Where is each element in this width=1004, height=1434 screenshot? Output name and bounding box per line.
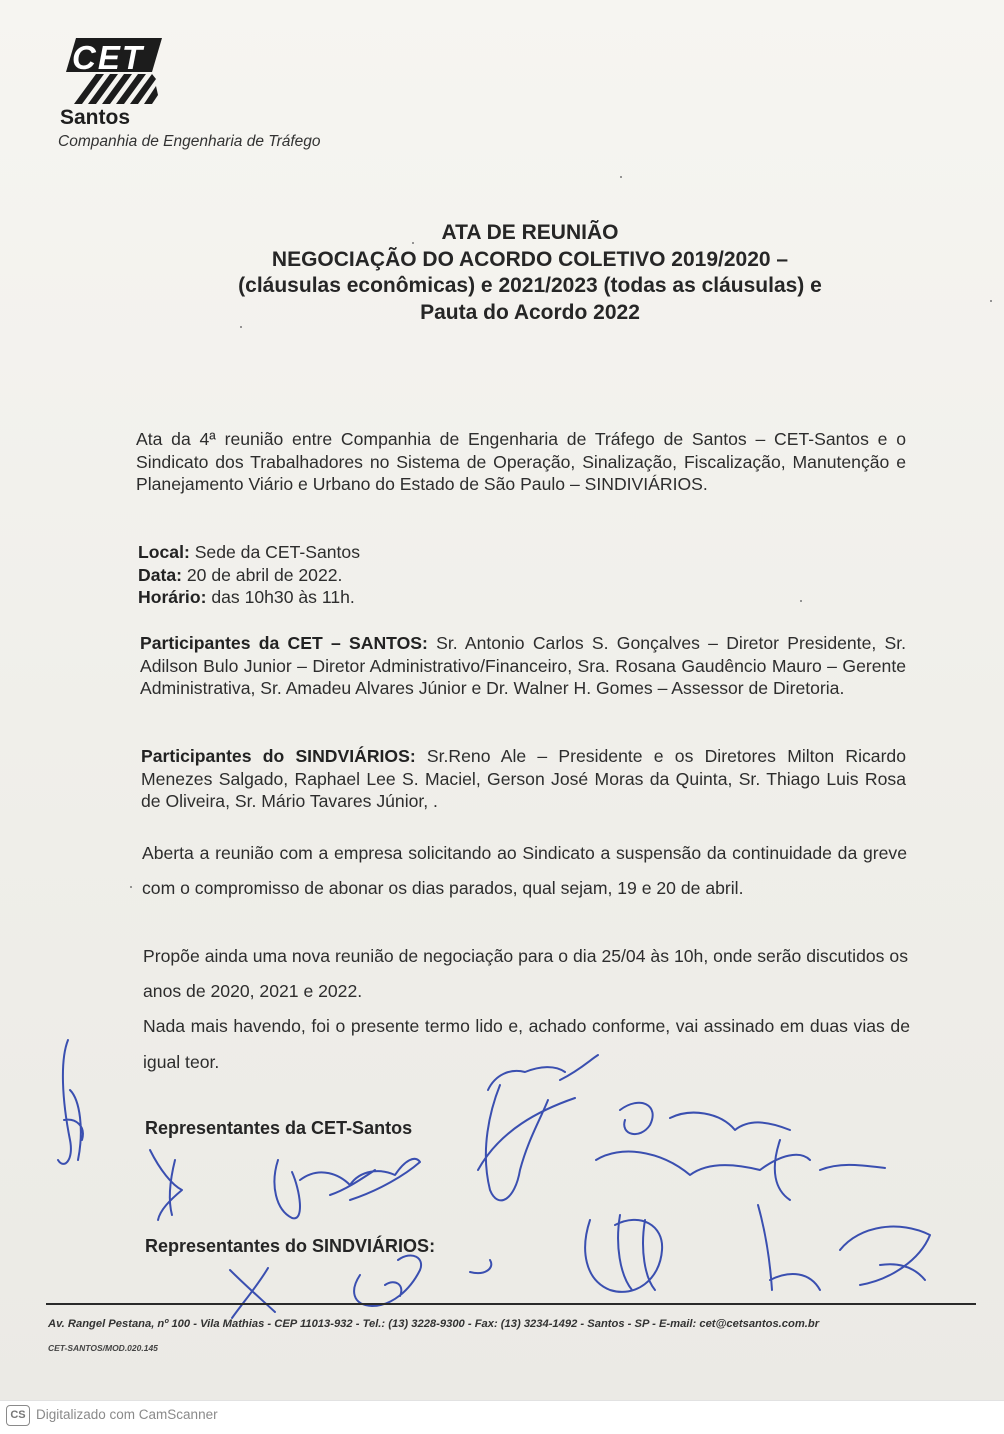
date-line [138, 564, 638, 587]
local-value: Sede da CET-Santos [189, 542, 360, 562]
meeting-info [138, 541, 638, 609]
paragraph-aberta: Aberta a reunião com a empresa solicitando ao Sindicato a suspensão da continuidade da greve com o compromisso de abonar os dias parados, qual sejam, 19 e 20 de abril. [142, 843, 907, 898]
time-line [138, 586, 638, 609]
scan-speck [990, 300, 992, 302]
title-line-3: (cláusulas econômicas) e 2021/2023 (todas as cláusulas) e [238, 274, 822, 297]
local-line [138, 541, 638, 564]
footer-divider [46, 1303, 976, 1305]
cet-logo [58, 36, 358, 156]
camscanner-icon: CS [6, 1405, 30, 1426]
participants-sind-text: Sr.Reno Ale – Presidente e os Diretores Milton Ricardo Menezes Salgado, Raphael Lee S. Maciel, Gerson José Moras da Quinta, Sr. Thiago Luis Rosa de Oliveira, Sr. Mário Tavares Júnior, . [141, 746, 906, 811]
date-label: Data: [138, 564, 182, 585]
scan-speck [412, 242, 414, 244]
date-value: 20 de abril de 2022. [182, 564, 343, 585]
scan-speck [620, 176, 622, 178]
paragraph-propoe: Propõe ainda uma nova reunião de negociação para o dia 25/04 às 10h, onde serão discutidos os anos de 2020, 2021 e 2022. [143, 946, 908, 1001]
signature-sind-2 [354, 1255, 491, 1306]
logo-company-name: Companhia de Engenharia de Tráfego [58, 133, 321, 150]
title-line-1: ATA DE REUNIÃO [441, 221, 619, 244]
time-value: das 10h30 às 11h. [206, 587, 355, 607]
scan-speck [130, 886, 132, 888]
scan-speck [240, 326, 242, 328]
participants-cet-label: Participantes da CET – SANTOS: [140, 633, 428, 653]
intro-paragraph: Ata da 4ª reunião entre Companhia de Engenharia de Tráfego de Santos – CET-Santos e o Sindicato dos Trabalhadores no Sistema de Operação, Sinalização, Fiscalização, Manutenção e Planejamento Viário e Urbano do Estado de São Paulo – SINDIVIÁRIOS. [136, 429, 906, 494]
participants-sind-label: Participantes do SINDVIÁRIOS: [141, 746, 416, 766]
title-line-4: Pauta do Acordo 2022 [420, 300, 640, 324]
signature-sind-3 [585, 1215, 662, 1292]
participants-cet-text: Sr. Antonio Carlos S. Gonçalves – Diretor Presidente, Sr. Adilson Bulo Junior – Diretor Administrativo/Financeiro, Sra. Rosana Gaudêncio Mauro – Gerente Administrativa, Sr. Amadeu Alvares Júnior e Dr. Walner H. Gomes – Assessor de Diretoria. [140, 633, 907, 698]
time-label: Horário: [138, 587, 207, 607]
scan-speck [800, 600, 802, 602]
representatives-sind-label: Representantes do SINDVIÁRIOS: [145, 1236, 436, 1256]
signature-sind-1 [230, 1268, 275, 1318]
title-line-2: NEGOCIAÇÃO DO ACORDO COLETIVO 2019/2020 – [271, 247, 789, 271]
document-title [160, 220, 900, 326]
signature-cet-2 [274, 1159, 420, 1218]
participants-sindviarios [141, 745, 906, 813]
local-label: Local: [138, 542, 190, 562]
logo-city: Santos [60, 106, 131, 129]
paragraph-closing: Nada mais havendo, foi o presente termo lido e, achado conforme, vai assinado em duas vias de igual teor. [143, 1016, 910, 1072]
camscanner-label: Digitalizado com CamScanner [36, 1407, 218, 1422]
footer-form-code: CET-SANTOS/MOD.020.145 [48, 1343, 158, 1353]
signature-left-margin [58, 1040, 83, 1164]
signature-sind-4 [758, 1205, 930, 1290]
representatives-cet-label: Representantes da CET-Santos [145, 1118, 413, 1138]
logo-word: CET [72, 39, 144, 76]
signature-cet-4 [596, 1103, 885, 1200]
participants-cet [140, 632, 906, 700]
signature-cet-1 [150, 1150, 182, 1220]
footer-address: Av. Rangel Pestana, nº 100 - Vila Mathias - CEP 11013-932 - Tel.: (13) 3228-9300 - Fax: (13) 3234-1492 - Santos - SP - E-mail: cet@cetsantos.com.br [48, 1318, 820, 1330]
